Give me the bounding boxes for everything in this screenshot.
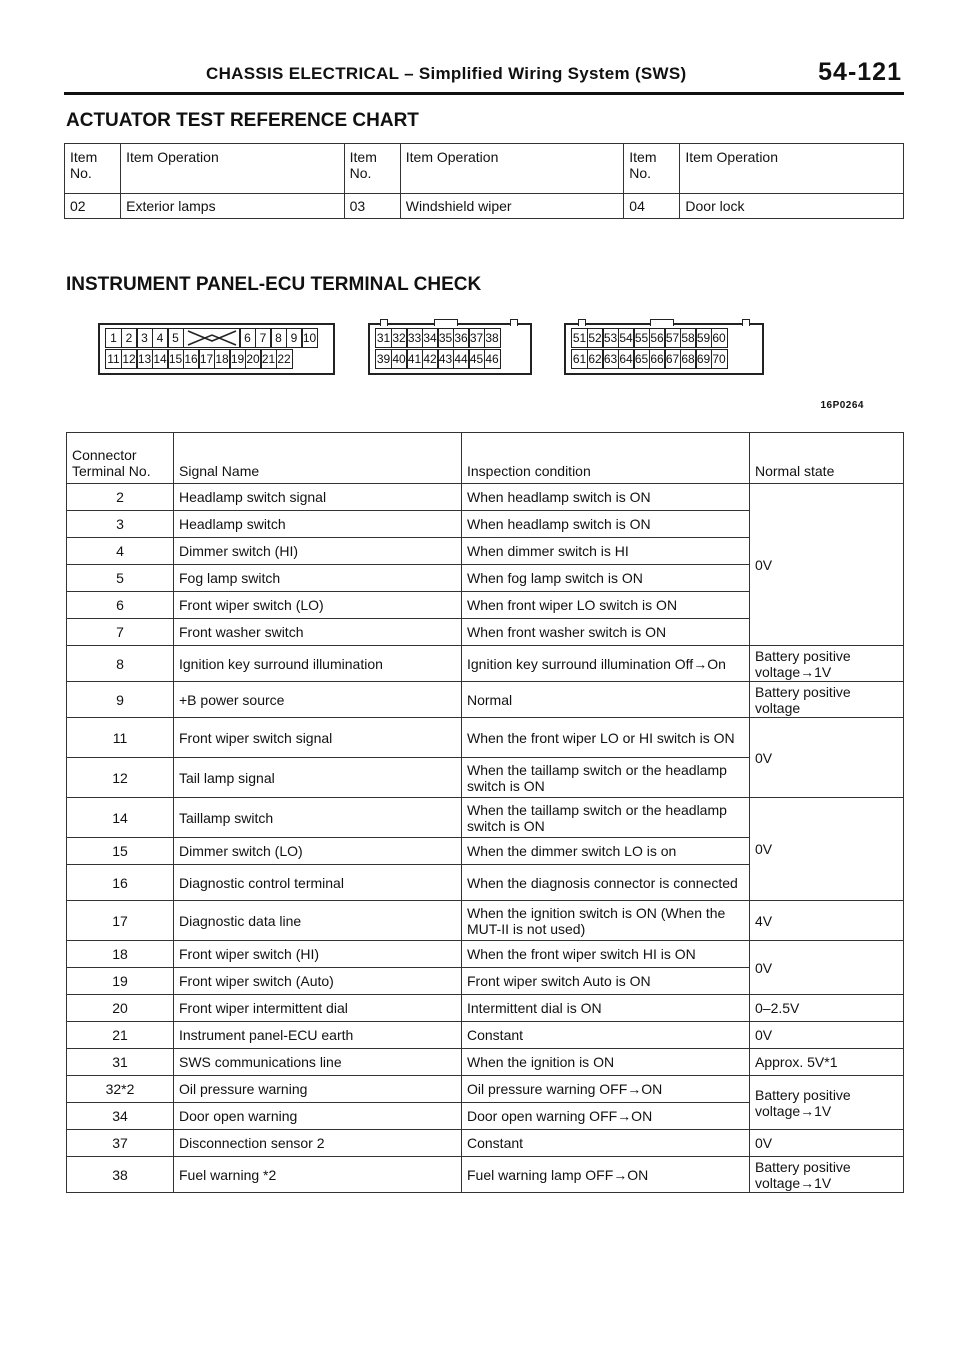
- terminal-no: 37: [67, 1130, 174, 1157]
- connector-pin: 10: [301, 328, 318, 348]
- terminal-no: 8: [67, 646, 174, 682]
- connector-pin: 14: [152, 349, 169, 369]
- connector-pin: 22: [276, 349, 293, 369]
- connector-pin: 38: [484, 328, 501, 348]
- connector-pin: 20: [245, 349, 262, 369]
- inspection-condition: When fog lamp switch is ON: [462, 565, 750, 592]
- connector-pin: 40: [391, 349, 408, 369]
- connector-pin: 12: [121, 349, 138, 369]
- connector-pin: 4: [152, 328, 169, 348]
- inspection-condition: Ignition key surround illumination Off→On: [462, 646, 750, 682]
- connector-pin: 70: [711, 349, 728, 369]
- connector-pin: 61: [571, 349, 588, 369]
- signal-name: Front wiper switch (HI): [174, 941, 462, 968]
- page-number: 54-121: [818, 58, 902, 86]
- connector-pin: 5: [167, 328, 184, 348]
- normal-state: 0V: [750, 718, 904, 798]
- header-title: CHASSIS ELECTRICAL – Simplified Wiring System (SWS): [206, 64, 687, 83]
- table-row: [67, 995, 904, 1022]
- inspection-condition: When the ignition is ON: [462, 1049, 750, 1076]
- connector-pin: 13: [136, 349, 153, 369]
- connector-diagram-3: [564, 323, 764, 375]
- connector-pin: 37: [468, 328, 485, 348]
- terminal-no: 21: [67, 1022, 174, 1049]
- normal-state-header: Normal state: [750, 433, 904, 484]
- signal-name: Diagnostic control terminal: [174, 865, 462, 901]
- connector-pin: 9: [286, 328, 303, 348]
- connector-pin: 44: [453, 349, 470, 369]
- item-no: 03: [344, 194, 400, 219]
- normal-state: 0V: [750, 1022, 904, 1049]
- connector-pin: 2: [121, 328, 138, 348]
- connector-pin: 39: [375, 349, 392, 369]
- connector-pin: 69: [695, 349, 712, 369]
- terminal-check-table: [66, 432, 904, 1193]
- terminal-no: 14: [67, 798, 174, 838]
- signal-name: Instrument panel-ECU earth: [174, 1022, 462, 1049]
- item-no: 04: [624, 194, 680, 219]
- terminal-no-header: Connector Terminal No.: [67, 433, 174, 484]
- signal-name: Front washer switch: [174, 619, 462, 646]
- connector-pin: 51: [571, 328, 588, 348]
- signal-name: Taillamp switch: [174, 798, 462, 838]
- item-no: 02: [65, 194, 121, 219]
- item-operation: Door lock: [680, 194, 904, 219]
- connector-pin: 41: [406, 349, 423, 369]
- connector-pin: 43: [437, 349, 454, 369]
- signal-name: Front wiper switch (Auto): [174, 968, 462, 995]
- connector-pin: 36: [453, 328, 470, 348]
- inspection-condition: When the front wiper switch HI is ON: [462, 941, 750, 968]
- inspection-condition: Oil pressure warning OFF→ON: [462, 1076, 750, 1103]
- connector-pin: 11: [105, 349, 122, 369]
- item-no-header: Item No.: [624, 144, 680, 194]
- signal-name: Tail lamp signal: [174, 758, 462, 798]
- connector-pin: 3: [136, 328, 153, 348]
- connector-tab: [434, 319, 458, 326]
- table-row: [67, 1076, 904, 1103]
- terminal-no: 31: [67, 1049, 174, 1076]
- normal-state: 0V: [750, 1130, 904, 1157]
- table-row: [67, 682, 904, 718]
- connector-pin: 32: [391, 328, 408, 348]
- inspection-condition: When the front wiper LO or HI switch is ON: [462, 718, 750, 758]
- connector-pin: 46: [484, 349, 501, 369]
- normal-state: 4V: [750, 901, 904, 941]
- connector-pin: 19: [229, 349, 246, 369]
- connector-pin: 15: [167, 349, 184, 369]
- table-row: [67, 1049, 904, 1076]
- connector-diagram-1: [98, 323, 335, 375]
- connector-pin: 63: [602, 349, 619, 369]
- normal-state: 0–2.5V: [750, 995, 904, 1022]
- connector-pin: 42: [422, 349, 439, 369]
- inspection-condition: When the taillamp switch or the headlamp switch is ON: [462, 758, 750, 798]
- table-row: [67, 1157, 904, 1193]
- inspection-condition: When the taillamp switch or the headlamp switch is ON: [462, 798, 750, 838]
- connector-pin: 1: [105, 328, 122, 348]
- table-row: [67, 1130, 904, 1157]
- table-row: [67, 901, 904, 941]
- inspection-condition: Front wiper switch Auto is ON: [462, 968, 750, 995]
- terminal-no: 38: [67, 1157, 174, 1193]
- signal-name: Dimmer switch (LO): [174, 838, 462, 865]
- connector-diagram-2: [368, 323, 532, 375]
- terminal-no: 34: [67, 1103, 174, 1130]
- item-operation: Exterior lamps: [121, 194, 345, 219]
- terminal-check-title: INSTRUMENT PANEL-ECU TERMINAL CHECK: [66, 274, 482, 295]
- connector-pin: 62: [587, 349, 604, 369]
- terminal-no: 11: [67, 718, 174, 758]
- actuator-test-table: [64, 143, 904, 219]
- table-row: [67, 718, 904, 758]
- connector-pin: 6: [239, 328, 256, 348]
- normal-state: 0V: [750, 941, 904, 995]
- connector-pin: 17: [198, 349, 215, 369]
- item-operation-header: Item Operation: [400, 144, 624, 194]
- connector-tab: [742, 319, 750, 326]
- connector-tab: [510, 319, 518, 326]
- connector-pin: 55: [633, 328, 650, 348]
- normal-state: Battery positive voltage→1V: [750, 646, 904, 682]
- normal-state: 0V: [750, 484, 904, 646]
- terminal-no: 4: [67, 538, 174, 565]
- signal-name: Disconnection sensor 2: [174, 1130, 462, 1157]
- terminal-no: 16: [67, 865, 174, 901]
- connector-pin: 57: [664, 328, 681, 348]
- inspection-condition: Normal: [462, 682, 750, 718]
- signal-name: Front wiper intermittent dial: [174, 995, 462, 1022]
- connector-pin: 31: [375, 328, 392, 348]
- item-no-header: Item No.: [65, 144, 121, 194]
- inspection-condition-header: Inspection condition: [462, 433, 750, 484]
- connector-pin: 66: [649, 349, 666, 369]
- signal-name-header: Signal Name: [174, 433, 462, 484]
- actuator-chart-title: ACTUATOR TEST REFERENCE CHART: [66, 110, 419, 131]
- inspection-condition: When the diagnosis connector is connected: [462, 865, 750, 901]
- terminal-no: 2: [67, 484, 174, 511]
- connector-pin: 67: [664, 349, 681, 369]
- signal-name: Fog lamp switch: [174, 565, 462, 592]
- inspection-condition: When dimmer switch is HI: [462, 538, 750, 565]
- signal-name: Front wiper switch signal: [174, 718, 462, 758]
- terminal-no: 12: [67, 758, 174, 798]
- connector-pin: 45: [468, 349, 485, 369]
- connector-pin: 7: [255, 328, 272, 348]
- signal-name: Fuel warning *2: [174, 1157, 462, 1193]
- terminal-no: 9: [67, 682, 174, 718]
- table-row: [67, 798, 904, 838]
- signal-name: Door open warning: [174, 1103, 462, 1130]
- terminal-no: 20: [67, 995, 174, 1022]
- signal-name: Ignition key surround illumination: [174, 646, 462, 682]
- normal-state: 0V: [750, 798, 904, 901]
- connector-pin: 18: [214, 349, 231, 369]
- signal-name: Diagnostic data line: [174, 901, 462, 941]
- terminal-no: 6: [67, 592, 174, 619]
- inspection-condition: When front washer switch is ON: [462, 619, 750, 646]
- connector-pin: 64: [618, 349, 635, 369]
- terminal-no: 19: [67, 968, 174, 995]
- connector-tab: [578, 319, 586, 326]
- terminal-no: 3: [67, 511, 174, 538]
- signal-name: Oil pressure warning: [174, 1076, 462, 1103]
- connector-tab: [650, 319, 674, 326]
- connector-pin: 59: [695, 328, 712, 348]
- table-row: [67, 646, 904, 682]
- terminal-no: 5: [67, 565, 174, 592]
- table-row: [67, 484, 904, 511]
- page-header: [64, 58, 904, 92]
- terminal-no: 32*2: [67, 1076, 174, 1103]
- signal-name: +B power source: [174, 682, 462, 718]
- connector-pin: 58: [680, 328, 697, 348]
- item-operation-header: Item Operation: [680, 144, 904, 194]
- signal-name: Headlamp switch: [174, 511, 462, 538]
- figure-id: 16P0264: [820, 400, 864, 411]
- normal-state: Battery positive voltage→1V: [750, 1076, 904, 1130]
- terminal-no: 7: [67, 619, 174, 646]
- connector-pin: 34: [422, 328, 439, 348]
- connector-pin: 16: [183, 349, 200, 369]
- connector-pin: 8: [270, 328, 287, 348]
- table-row: [67, 941, 904, 968]
- inspection-condition: Intermittent dial is ON: [462, 995, 750, 1022]
- item-operation: Windshield wiper: [400, 194, 624, 219]
- signal-name: Front wiper switch (LO): [174, 592, 462, 619]
- signal-name: Headlamp switch signal: [174, 484, 462, 511]
- inspection-condition: Door open warning OFF→ON: [462, 1103, 750, 1130]
- connector-pin: 35: [437, 328, 454, 348]
- table-row: [67, 1022, 904, 1049]
- connector-pin: 54: [618, 328, 635, 348]
- inspection-condition: Constant: [462, 1022, 750, 1049]
- inspection-condition: When headlamp switch is ON: [462, 484, 750, 511]
- connector-pin: 53: [602, 328, 619, 348]
- connector-pin: 60: [711, 328, 728, 348]
- connector-blank-cavity: [183, 328, 241, 348]
- inspection-condition: When front wiper LO switch is ON: [462, 592, 750, 619]
- inspection-condition: When headlamp switch is ON: [462, 511, 750, 538]
- connector-pin: 21: [260, 349, 277, 369]
- connector-pin: 68: [680, 349, 697, 369]
- header-rule: [64, 92, 904, 95]
- terminal-no: 15: [67, 838, 174, 865]
- inspection-condition: Fuel warning lamp OFF→ON: [462, 1157, 750, 1193]
- inspection-condition: When the ignition switch is ON (When the MUT-II is not used): [462, 901, 750, 941]
- terminal-no: 18: [67, 941, 174, 968]
- signal-name: SWS communications line: [174, 1049, 462, 1076]
- connector-pin: 33: [406, 328, 423, 348]
- connector-pin: 56: [649, 328, 666, 348]
- normal-state: Battery positive voltage: [750, 682, 904, 718]
- item-operation-header: Item Operation: [121, 144, 345, 194]
- inspection-condition: Constant: [462, 1130, 750, 1157]
- connector-tab: [380, 319, 388, 326]
- terminal-no: 17: [67, 901, 174, 941]
- normal-state: Approx. 5V*1: [750, 1049, 904, 1076]
- connector-pin: 65: [633, 349, 650, 369]
- item-no-header: Item No.: [344, 144, 400, 194]
- signal-name: Dimmer switch (HI): [174, 538, 462, 565]
- normal-state: Battery positive voltage→1V: [750, 1157, 904, 1193]
- inspection-condition: When the dimmer switch LO is on: [462, 838, 750, 865]
- connector-pin: 52: [587, 328, 604, 348]
